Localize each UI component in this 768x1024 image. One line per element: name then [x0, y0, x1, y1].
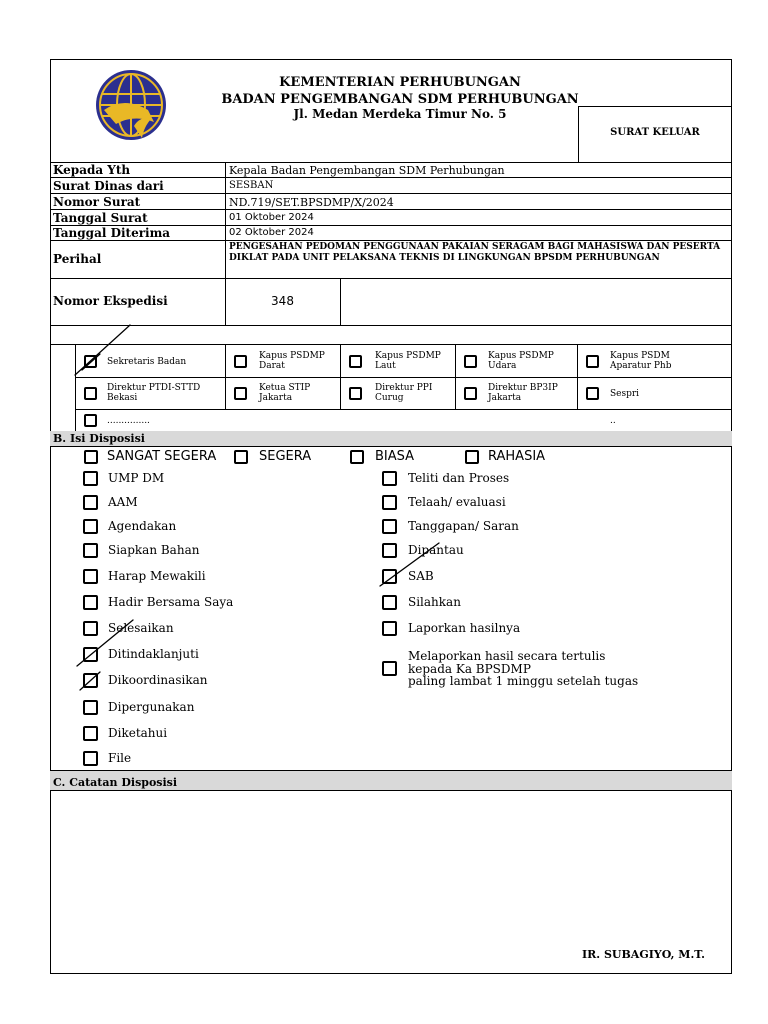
disposisi-label: Tanggapan/ Saran [408, 519, 519, 533]
disposisi-label: Dipergunakan [108, 700, 195, 714]
section-c-title: C. Catatan Disposisi [53, 776, 178, 789]
header-agency: BADAN PENGEMBANGAN SDM PERHUBUNGAN [221, 92, 579, 107]
kepada-label: Kepada Yth [53, 163, 131, 177]
perihal-value: PENGESAHAN PEDOMAN PENGGUNAAN PAKAIAN SERAGAM BAGI MAHASISWA DAN PESERTA DIKLAT PADA UNIT PELAKSANA TEKNIS DI LINGKUNGAN BPSDM PERHUBUNGAN [229, 242, 721, 263]
kepada-value: Kepala Badan Pengembangan SDM Perhubungan [229, 164, 505, 177]
stroke-sab [380, 543, 439, 586]
stroke-selesaikan [77, 620, 133, 666]
stroke-dikoordinasikan [80, 672, 100, 690]
priority-label: SEGERA [259, 449, 312, 464]
recipient-label: Kapus PSDMP Darat [259, 351, 325, 371]
recipient-label: ............... [107, 416, 150, 426]
section-b-title: B. Isi Disposisi [53, 432, 145, 445]
dari-label: Surat Dinas dari [53, 179, 164, 193]
tanggal-diterima-label: Tanggal Diterima [53, 226, 171, 240]
report-line: paling lambat 1 minggu setelah tugas [408, 674, 639, 688]
recipient-label: Direktur PPI Curug [375, 383, 433, 403]
recipient-label: Direktur BP3IP Jakarta [488, 383, 558, 403]
disposisi-label: Teliti dan Proses [408, 471, 510, 485]
recipient-label: Kapus PSDMP Udara [488, 351, 554, 371]
nomor-surat-label: Nomor Surat [53, 195, 141, 209]
tanggal-surat-value: 01 Oktober 2024 [229, 212, 314, 223]
recipient-label: Kapus PSDM Aparatur Phb [610, 351, 672, 371]
disposisi-label: SAB [408, 569, 434, 583]
disposisi-label: Dikoordinasikan [108, 673, 208, 687]
surat-keluar-label: SURAT KELUAR [610, 127, 700, 138]
disposisi-label: File [108, 751, 132, 765]
recipient-label: Direktur PTDI-STTD Bekasi [107, 383, 201, 403]
disposisi-label: Selesaikan [108, 621, 174, 635]
priority-label: BIASA [375, 449, 415, 464]
recipient-label: Sekretaris Badan [107, 357, 187, 367]
priority-label: RAHASIA [488, 449, 546, 464]
disposisi-label: Dipantau [408, 543, 464, 557]
ekspedisi-value: 348 [271, 294, 294, 308]
disposisi-label: Harap Mewakili [108, 569, 206, 583]
disposisi-label: UMP DM [108, 471, 165, 485]
recipient-label: Ketua STIP Jakarta [259, 383, 311, 403]
tanggal-surat-label: Tanggal Surat [53, 211, 148, 225]
disposisi-label: Hadir Bersama Saya [108, 595, 234, 609]
stroke-row-separator [75, 325, 130, 375]
disposisi-label: Agendakan [108, 519, 177, 533]
perihal-label: Perihal [53, 252, 102, 266]
report-line: Melaporkan hasil secara tertulis [408, 649, 606, 663]
dari-value: SESBAN [229, 180, 274, 191]
recipient-label: Sespri [610, 389, 640, 399]
signatory-name: IR. SUBAGIYO, M.T. [582, 948, 705, 961]
tanggal-diterima-value: 02 Oktober 2024 [229, 227, 314, 238]
recipients-tail: .. [610, 416, 616, 426]
disposisi-label: Laporkan hasilnya [408, 621, 521, 635]
stroke-sekretaris [82, 354, 100, 370]
disposisi-label: Diketahui [108, 726, 168, 740]
report-line: kepada Ka BPSDMP [408, 662, 531, 676]
disposisi-label: Silahkan [408, 595, 461, 609]
ekspedisi-label: Nomor Ekspedisi [53, 294, 168, 308]
header-ministry: KEMENTERIAN PERHUBUNGAN [279, 75, 521, 90]
disposisi-label: AAM [108, 495, 138, 509]
nomor-surat-value: ND.719/SET.BPSDMP/X/2024 [229, 196, 394, 209]
recipient-label: Kapus PSDMP Laut [375, 351, 441, 371]
disposisi-label: Ditindaklanjuti [108, 647, 199, 661]
priority-label: SANGAT SEGERA [107, 449, 217, 464]
disposisi-label: Telaah/ evaluasi [408, 495, 506, 509]
header-address: Jl. Medan Merdeka Timur No. 5 [293, 107, 507, 121]
disposisi-label: Siapkan Bahan [108, 543, 200, 557]
